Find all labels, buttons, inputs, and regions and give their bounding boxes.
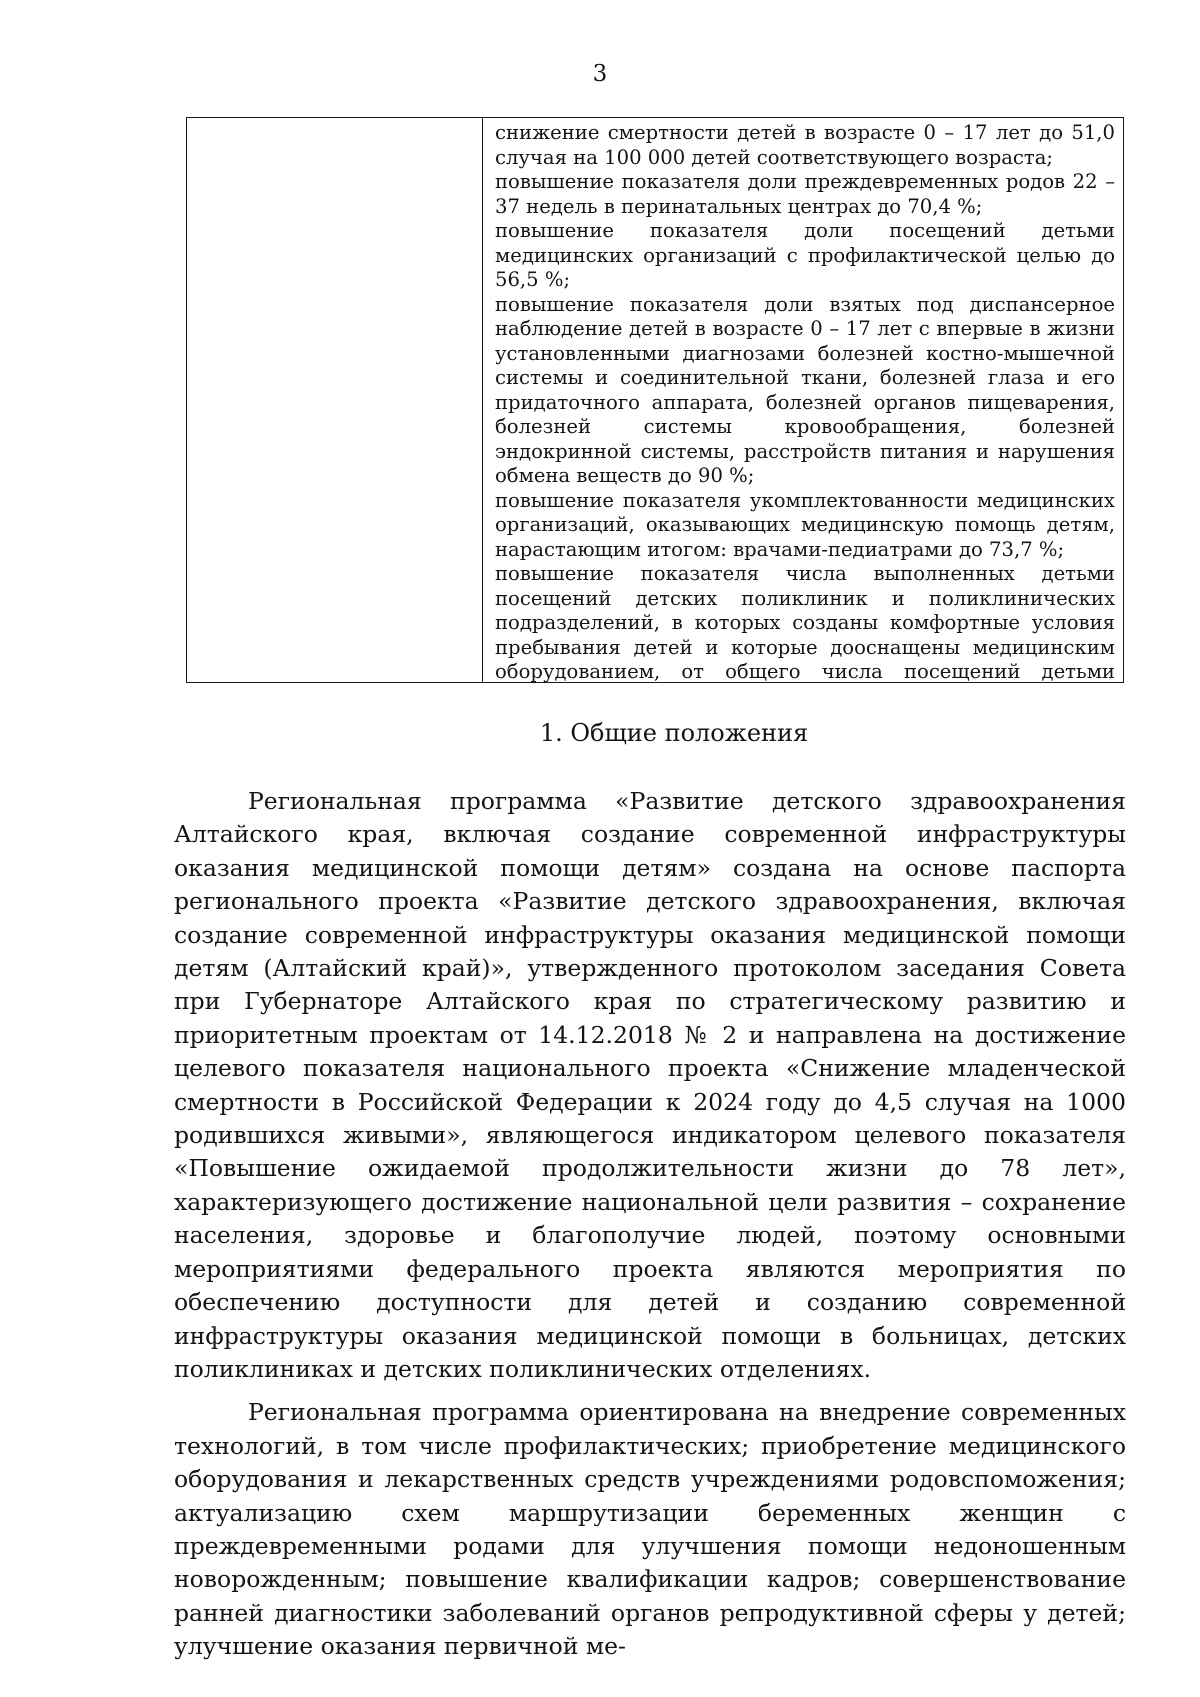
goal-item: снижение смертности детей в возрасте 0 – 17 лет до 51,0 случая на 100 000 детей соответствующего возраста; xyxy=(495,121,1115,169)
section-heading: 1. Общие положения xyxy=(539,719,809,747)
body-paragraph: Региональная программа «Развитие детского здравоохранения Алтайского края, включая создание современной инфраструктуры оказания медицинской помощи детям» создана на основе паспорта регионального проекта «Развитие детского здравоохранения, включая создание современной инфраструктуры оказания медицинской помощи детям (Алтайский край)», утвержденного протоколом заседания Совета при Губернаторе Алтайского края по стратегическому развитию и приоритетным проектам от 14.12.2018 № 2 и направлена на достижение целевого показателя национального проекта «Снижение младенческой смертности в Российской Федерации к 2024 году до 4,5 случая на 1000 родившихся живыми», являющегося индикатором целевого показателя «Повышение ожидаемой продолжительности жизни до 78 лет», характеризующего достижение национальной цели развития – сохранение населения, здоровье и благополучие людей, поэтому основными мероприятиями федерального проекта являются мероприятия по обеспечению доступности для детей и созданию современной инфраструктуры оказания медицинской помощи в больницах, детских поликлиниках и детских поликлинических отделениях. xyxy=(174,787,1126,1383)
goals-table xyxy=(186,117,1124,683)
section-body xyxy=(174,785,1126,1674)
goal-item: повышение показателя укомплектованности медицинских организаций, оказывающих медицинскую помощь детям, нарастающим итогом: врачами-педиатрами до 73,7 %; xyxy=(495,488,1115,561)
goal-item: повышение показателя доли преждевременных родов 22 – 37 недель в перинатальных центрах до 70,4 %; xyxy=(495,170,1115,218)
body-paragraph: Региональная программа ориентирована на внедрение современных технологий, в том числе профилактических; приобретение медицинского оборудования и лекарственных средств учреждениями родовспоможения; актуализацию схем маршрутизации беременных женщин с преждевременными родами для улучшения помощи недоношенным новорожденным; повышение квалификации кадров; совершенствование ранней диагностики заболеваний органов репродуктивной сферы у детей; улучшение оказания первичной ме- xyxy=(174,1398,1126,1661)
goal-item: повышение показателя числа выполненных детьми посещений детских поликлиник и поликлинических подразделений, в которых созданы комфортные условия пребывания детей и которые дооснащены медицинским оборудованием, от общего числа посещений детьми xyxy=(495,562,1115,682)
goal-item: повышение показателя доли взятых под диспансерное наблюдение детей в возрасте 0 – 17 лет с впервые в жизни установленными диагнозами болезней костно-мышечной системы и соединительной ткани, болезней глаза и его придаточного аппарата, болезней органов пищеварения, болезней системы кровообращения, болезней эндокринной системы, расстройств питания и нарушения обмена веществ до 90 %; xyxy=(495,292,1115,487)
table-left-cell xyxy=(187,118,483,682)
table-right-cell xyxy=(483,118,1123,682)
goal-item: повышение показателя доли посещений детьми медицинских организаций с профилактической целью до 56,5 %; xyxy=(495,219,1115,291)
page-number: 3 xyxy=(592,61,608,87)
